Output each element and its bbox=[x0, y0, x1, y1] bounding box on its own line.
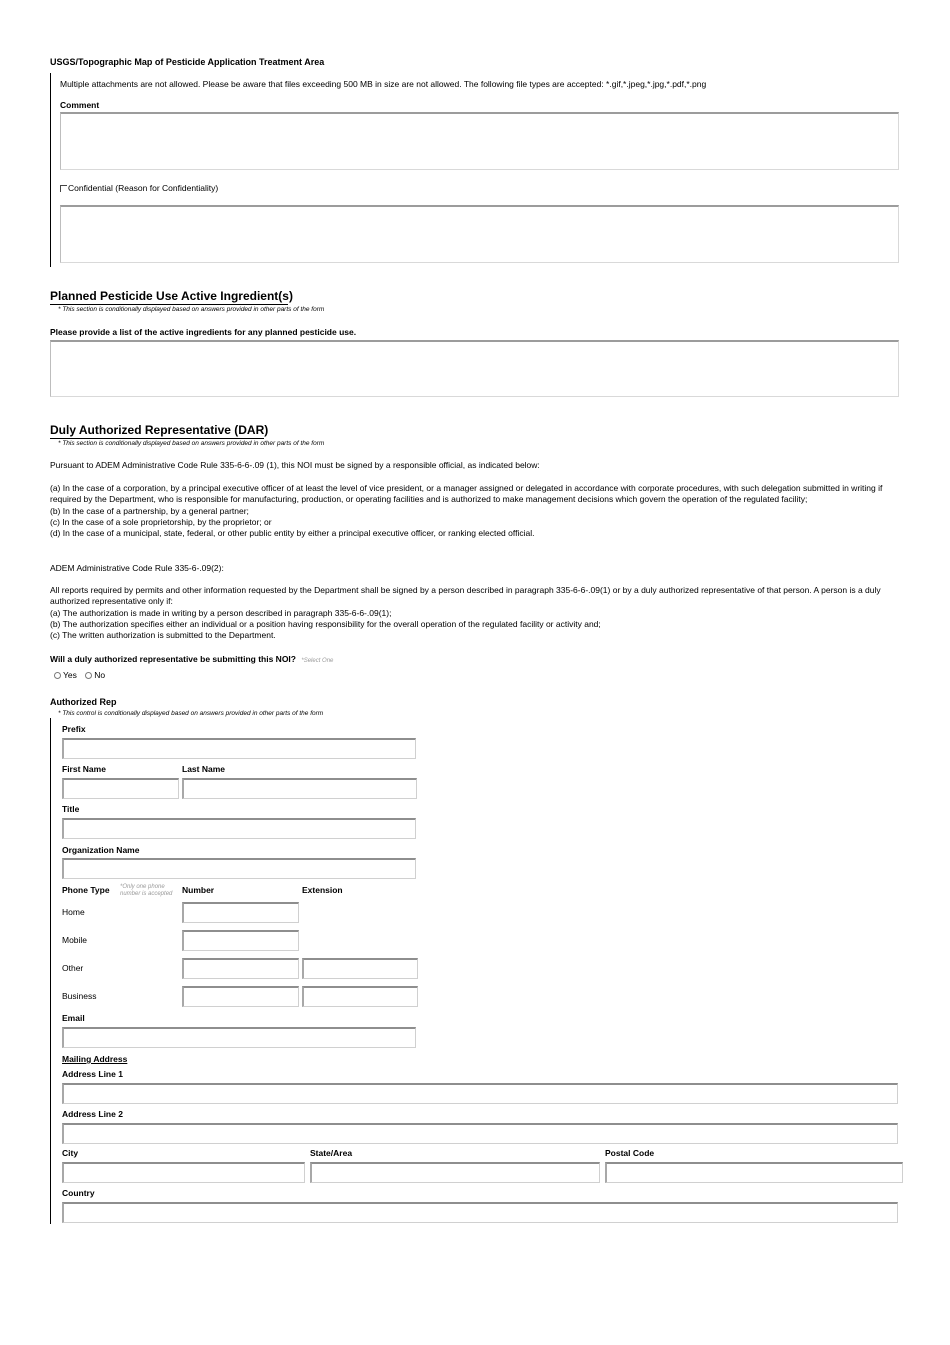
comment-label: Comment bbox=[60, 100, 100, 110]
dar-radio-group bbox=[54, 670, 105, 680]
phone-type-home: Home bbox=[62, 907, 85, 917]
org-label: Organization Name bbox=[62, 845, 140, 855]
attachment-note: Multiple attachments are not allowed. Please be aware that files exceeding 500 MB in size are not allowed. The following file types are accepted: *.gif,*.jpeg,*.jpg,*.pdf,*.png bbox=[60, 79, 707, 89]
dar-list1-item: (c) In the case of a sole proprietorship, by the proprietor; or bbox=[50, 516, 272, 527]
prefix-input[interactable] bbox=[62, 738, 416, 759]
comment-textarea[interactable] bbox=[60, 112, 899, 170]
first-name-label: First Name bbox=[62, 764, 106, 774]
dar-conditional-note: * This section is conditionally displayed based on answers provided in other parts of the form bbox=[58, 440, 325, 447]
prefix-label: Prefix bbox=[62, 724, 86, 734]
title-label: Title bbox=[62, 804, 80, 814]
mailing-address-label: Mailing Address bbox=[62, 1054, 128, 1064]
ingredients-title-rule bbox=[50, 304, 288, 305]
state-input[interactable] bbox=[310, 1162, 600, 1183]
confidential-textarea[interactable] bbox=[60, 205, 899, 263]
dar-list1-item: (d) In the case of a municipal, state, federal, or other public entity by either a principal executive officer, or ranking elected official. bbox=[50, 528, 535, 539]
phone-type-other: Other bbox=[62, 963, 84, 973]
number-label: Number bbox=[182, 885, 215, 895]
org-input[interactable] bbox=[62, 858, 416, 879]
radio-no[interactable] bbox=[85, 670, 105, 680]
address1-input[interactable] bbox=[62, 1083, 898, 1104]
city-label: City bbox=[62, 1148, 79, 1158]
dar-title-rule bbox=[50, 438, 264, 439]
dar-list1 bbox=[50, 483, 898, 539]
dar-rule2: ADEM Administrative Code Rule 335-6-.09(2): bbox=[50, 563, 224, 573]
dar-list2 bbox=[50, 585, 898, 641]
select-one-hint: *Select One bbox=[301, 658, 334, 664]
radio-yes[interactable] bbox=[54, 670, 77, 680]
country-input[interactable] bbox=[62, 1202, 898, 1223]
dar-intro: Pursuant to ADEM Administrative Code Rule 335-6-6-.09 (1), this NOI must be signed by a responsible official, as indicated below: bbox=[50, 460, 540, 470]
ingredients-question: Please provide a list of the active ingredients for any planned pesticide use. bbox=[50, 327, 357, 337]
phone-type-mobile: Mobile bbox=[62, 935, 88, 945]
radio-yes-circle[interactable] bbox=[54, 672, 61, 679]
radio-no-label: No bbox=[94, 670, 106, 680]
other-number-input[interactable] bbox=[182, 958, 299, 979]
last-name-input[interactable] bbox=[182, 778, 417, 799]
first-name-input[interactable] bbox=[62, 778, 179, 799]
confidential-row[interactable] bbox=[60, 183, 218, 193]
phone-type-business: Business bbox=[62, 991, 97, 1001]
state-label: State/Area bbox=[310, 1148, 353, 1158]
confidential-label: Confidential (Reason for Confidentiality) bbox=[68, 183, 219, 193]
dar-para2: All reports required by permits and other information requested by the Department shall be signed by a person described in paragraph 335-6-6-.09(1) or by a duly authorized representative of that person. A person is a duly authorized representative only if: bbox=[50, 585, 881, 607]
dar-question: Will a duly authorized representative be submitting this NOI? bbox=[50, 654, 296, 664]
business-extension-input[interactable] bbox=[302, 986, 418, 1007]
dar-title: Duly Authorized Representative (DAR) bbox=[50, 423, 269, 437]
usgs-title: USGS/Topographic Map of Pesticide Application Treatment Area bbox=[50, 57, 325, 67]
rep-section-border bbox=[50, 718, 51, 1224]
country-label: Country bbox=[62, 1188, 95, 1198]
rep-title: Authorized Rep bbox=[50, 697, 117, 707]
postal-label: Postal Code bbox=[605, 1148, 655, 1158]
dar-list2-item: (b) The authorization specifies either an individual or a position having responsibility for the overall operation of the regulated facility or activity and; bbox=[50, 618, 601, 629]
dar-list2-item: (c) The written authorization is submitted to the Department. bbox=[50, 630, 276, 641]
ingredients-conditional-note: * This section is conditionally displayed based on answers provided in other parts of the form bbox=[58, 306, 325, 313]
business-number-input[interactable] bbox=[182, 986, 299, 1007]
phone-type-label: Phone Type bbox=[62, 885, 110, 895]
phone-hint: *Only one phone number is accepted bbox=[120, 884, 173, 897]
postal-input[interactable] bbox=[605, 1162, 903, 1183]
dar-list2-item: (a) The authorization is made in writing by a person described in paragraph 335-6-6-.09(1); bbox=[50, 607, 392, 618]
extension-label: Extension bbox=[302, 885, 343, 895]
address2-input[interactable] bbox=[62, 1123, 898, 1144]
rep-conditional-note: * This control is conditionally displayed based on answers provided in other parts of the form bbox=[58, 710, 324, 717]
email-input[interactable] bbox=[62, 1027, 416, 1048]
home-number-input[interactable] bbox=[182, 902, 299, 923]
usgs-section-border bbox=[50, 73, 51, 267]
title-input[interactable] bbox=[62, 818, 416, 839]
email-label: Email bbox=[62, 1013, 85, 1023]
radio-yes-label: Yes bbox=[63, 670, 77, 680]
confidential-checkbox[interactable] bbox=[60, 185, 67, 192]
mobile-number-input[interactable] bbox=[182, 930, 299, 951]
dar-list1-item: (a) In the case of a corporation, by a principal executive officer of at least the level of vice president, or a manager assigned or delegated in accordance with corporate procedures, with such delegation submitted in writing if required by the Department, who is responsible for manufacturing, production, or operating facilities and is authorized to make management decisions which govern the operation of the regulated facility; bbox=[50, 483, 883, 505]
ingredients-title: Planned Pesticide Use Active Ingredient(s) bbox=[50, 289, 293, 303]
dar-list1-item: (b) In the case of a partnership, by a general partner; bbox=[50, 505, 249, 516]
address1-label: Address Line 1 bbox=[62, 1069, 123, 1079]
radio-no-circle[interactable] bbox=[85, 672, 92, 679]
dar-question-row bbox=[50, 654, 333, 665]
last-name-label: Last Name bbox=[182, 764, 225, 774]
ingredients-textarea[interactable] bbox=[50, 340, 899, 397]
address2-label: Address Line 2 bbox=[62, 1109, 123, 1119]
city-input[interactable] bbox=[62, 1162, 305, 1183]
other-extension-input[interactable] bbox=[302, 958, 418, 979]
